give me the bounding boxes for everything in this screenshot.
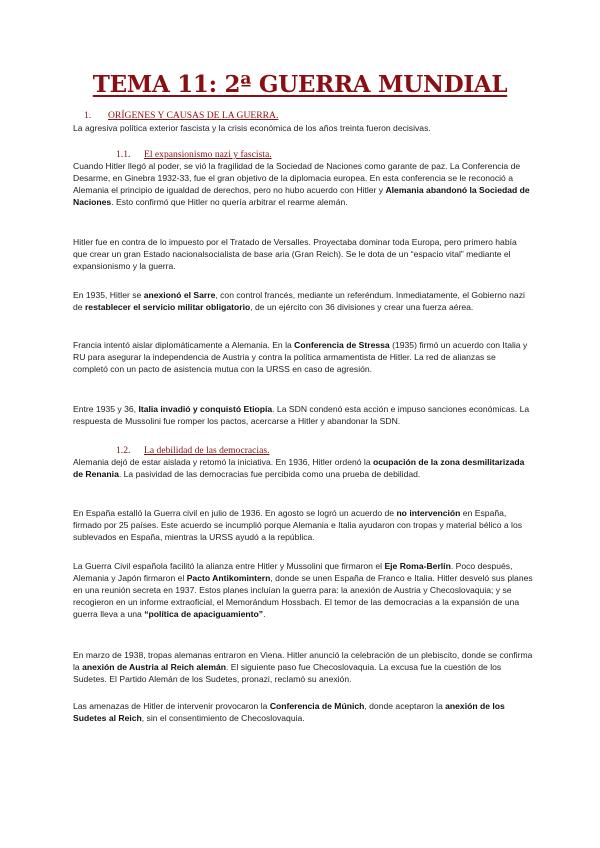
paragraph: En marzo de 1938, tropas alemanas entraron en Viena. Hitler anunció la celebración de un plebiscito, donde se confirma la anexión de Austria al Reich alemán. El siguiente paso fue Checoslovaquia. La excusa fue la cuestión de los Sudetes. El Partido Alemán de los Sudetes, pronazi, reclamó su anexión. — [73, 650, 533, 684]
subsection-number: 1.1. — [116, 149, 131, 160]
subsection-label: El expansionismo nazi y fascista. — [144, 149, 272, 160]
paragraph: En España estalló la Guerra civil en julio de 1936. En agosto se logró un acuerdo de no intervención en España, firmado por 25 países. Este acuerdo se incumplió porque Alemania e Italia ayudaron con tropas y material bélico a los sublevados en España, mientras la URSS ayudó a la república. — [73, 508, 523, 542]
subsection-heading-1-1 — [116, 149, 272, 161]
section-intro: La agresiva política exterior fascista y la crisis económica de los años treinta fueron decisivas. — [73, 123, 431, 133]
paragraph: Francia intentó aislar diplomáticamente a Alemania. En la Conferencia de Stressa (1935) firmó un acuerdo con Italia y RU para asegurar la independencia de Austria y contra la política armamentista de Hitler. La red de alianzas se completó con un pacto de asistencia mutua con la URSS en caso de agresión. — [73, 340, 528, 374]
paragraph: Entre 1935 y 36, Italia invadió y conquistó Etiopía. La SDN condenó esta acción e impuso sanciones económicas. La respuesta de Mussolini fue romper los pactos, acercarse a Hitler y abandonar la SDN. — [73, 404, 530, 426]
paragraph: En 1935, Hitler se anexionó el Sarre, con control francés, mediante un referéndum. Inmediatamente, el Gobierno nazi de restablecer el servicio militar obligatorio, de un ejército con 36 divisiones y crear una fuerza aérea. — [73, 290, 525, 312]
subsection-label: La debilidad de las democracias. — [144, 445, 270, 456]
section-heading-1 — [84, 110, 278, 122]
paragraph: La Guerra Civil española facilitó la alianza entre Hitler y Mussolini que firmaron el Eje Roma-Berlín. Poco después, Alemania y Japón firmaron el Pacto Antikomintern, donde se unen España de Franco e Italia. Hitler desveló sus planes en una reunión secreta en 1937. Estos planes incluían la guerra para: la anexión de Austria y Checoslovaquia; y se recogieron en un informe extraoficial, el Memorándum Hossbach. El temor de las democracias a la expansión de una guerra lleva a una “política de apaciguamiento”. — [73, 561, 533, 619]
page-title: TEMA 11: 2ª GUERRA MUNDIAL — [92, 71, 508, 98]
subsection-number: 1.2. — [116, 445, 131, 456]
paragraph: Hitler fue en contra de lo impuesto por el Tratado de Versalles. Proyectaba dominar toda Europa, pero primero había que crear un gran Estado nacionalsocialista de base aria (Gran Reich). Se le dota de un “espacio vital” mediante el expansionismo y la guerra. — [73, 237, 517, 271]
paragraph: Alemania dejó de estar aislada y retomó la iniciativa. En 1936, Hitler ordenó la ocupación de la zona desmilitarizada de Renania. La pasividad de las democracias fue percibida como una prueba de debilidad. — [73, 457, 525, 479]
paragraph: Las amenazas de Hitler de intervenir provocaron la Conferencia de Múnich, donde aceptaron la anexión de los Sudetes al Reich, sin el consentimiento de Checoslovaquia. — [73, 701, 505, 723]
paragraph: Cuando Hitler llegó al poder, se vió la fragilidad de la Sociedad de Naciones como garante de paz. La Conferencia de Desarme, en Ginebra 1932-33, fue el gran objetivo de la diplomacia europea. En esta conferencia se le reconoció a Alemania el principio de igualdad de derechos, pero no hubo acuerdo con Hitler y Alemania abandonó la Sociedad de Naciones. Esto confirmó que Hitler no quería arbitrar el rearme alemán. — [73, 161, 530, 207]
subsection-heading-1-2 — [116, 445, 269, 457]
section-label: ORÍGENES Y CAUSAS DE LA GUERRA. — [108, 110, 279, 121]
section-number: 1. — [84, 110, 92, 121]
